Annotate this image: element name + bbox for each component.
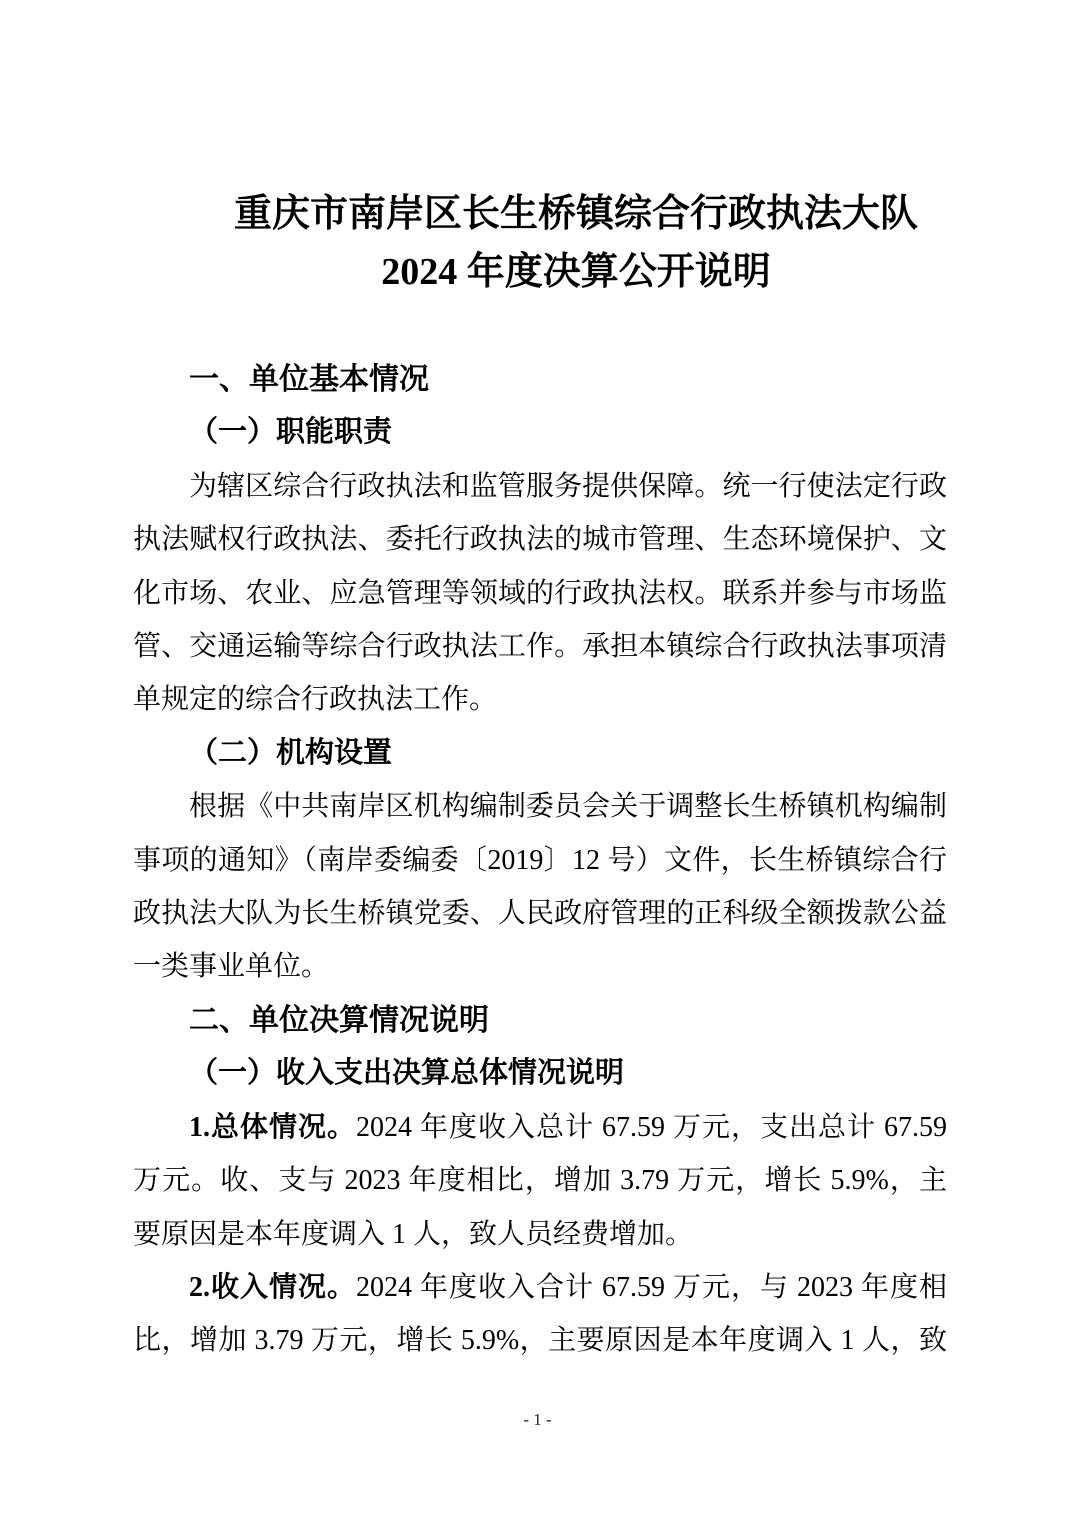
paragraph-duties: 为辖区综合行政执法和监管服务提供保障。统一行使法定行政执法赋权行政执法、委托行政执法的城市管理、生态环境保护、文化市场、农业、应急管理等领域的行政执法权。联系并参与市场监管、交通运输等综合行政执法工作。承担本镇综合行政执法事项清单规定的综合行政执法工作。 [133, 470, 947, 716]
subsection-heading-organization: （二）机构设置 [189, 736, 393, 769]
document-title-line2: 2024 年度决算公开说明 [381, 251, 771, 293]
paragraph-overall-situation-text: 2024 年度收入总计 67.59 万元，支出总计 67.59 万元。收、支与 2023 年度相比，增加 3.79 万元，增长 5.9%，主要原因是本年度调入 1 人，致人员经费增加。 [133, 1111, 947, 1250]
document-title [133, 185, 947, 301]
section-heading-basic-info: 一、单位基本情况 [189, 363, 429, 396]
paragraph-income-situation [133, 1261, 947, 1368]
subsection-heading-duties: （一）职能职责 [189, 416, 393, 449]
paragraph-overall-situation-lead: 1.总体情况。 [189, 1111, 356, 1143]
paragraph-income-situation-text: 2024 年度收入合计 67.59 万元，与 2023 年度相比，增加 3.79 万元，增长 5.9%，主要原因是本年度调入 1 人，致 [133, 1271, 947, 1357]
section-heading-final-accounts: 二、单位决算情况说明 [189, 1003, 489, 1037]
document-title-line1: 重庆市南岸区长生桥镇综合行政执法大队 [233, 193, 918, 235]
page-number: - 1 - [523, 1410, 552, 1429]
document-content [133, 185, 947, 1368]
paragraph-overall-situation [133, 1101, 947, 1261]
paragraph-income-situation-lead: 2.收入情况。 [189, 1271, 356, 1303]
paragraph-organization: 根据《中共南岸区机构编制委员会关于调整长生桥镇机构编制事项的通知》（南岸委编委〔2019〕12 号）文件，长生桥镇综合行政执法大队为长生桥镇党委、人民政府管理的正科级全额拨款公益一类事业单位。 [133, 791, 947, 983]
subsection-heading-income-expenditure-overview: （一）收入支出决算总体情况说明 [189, 1057, 625, 1090]
